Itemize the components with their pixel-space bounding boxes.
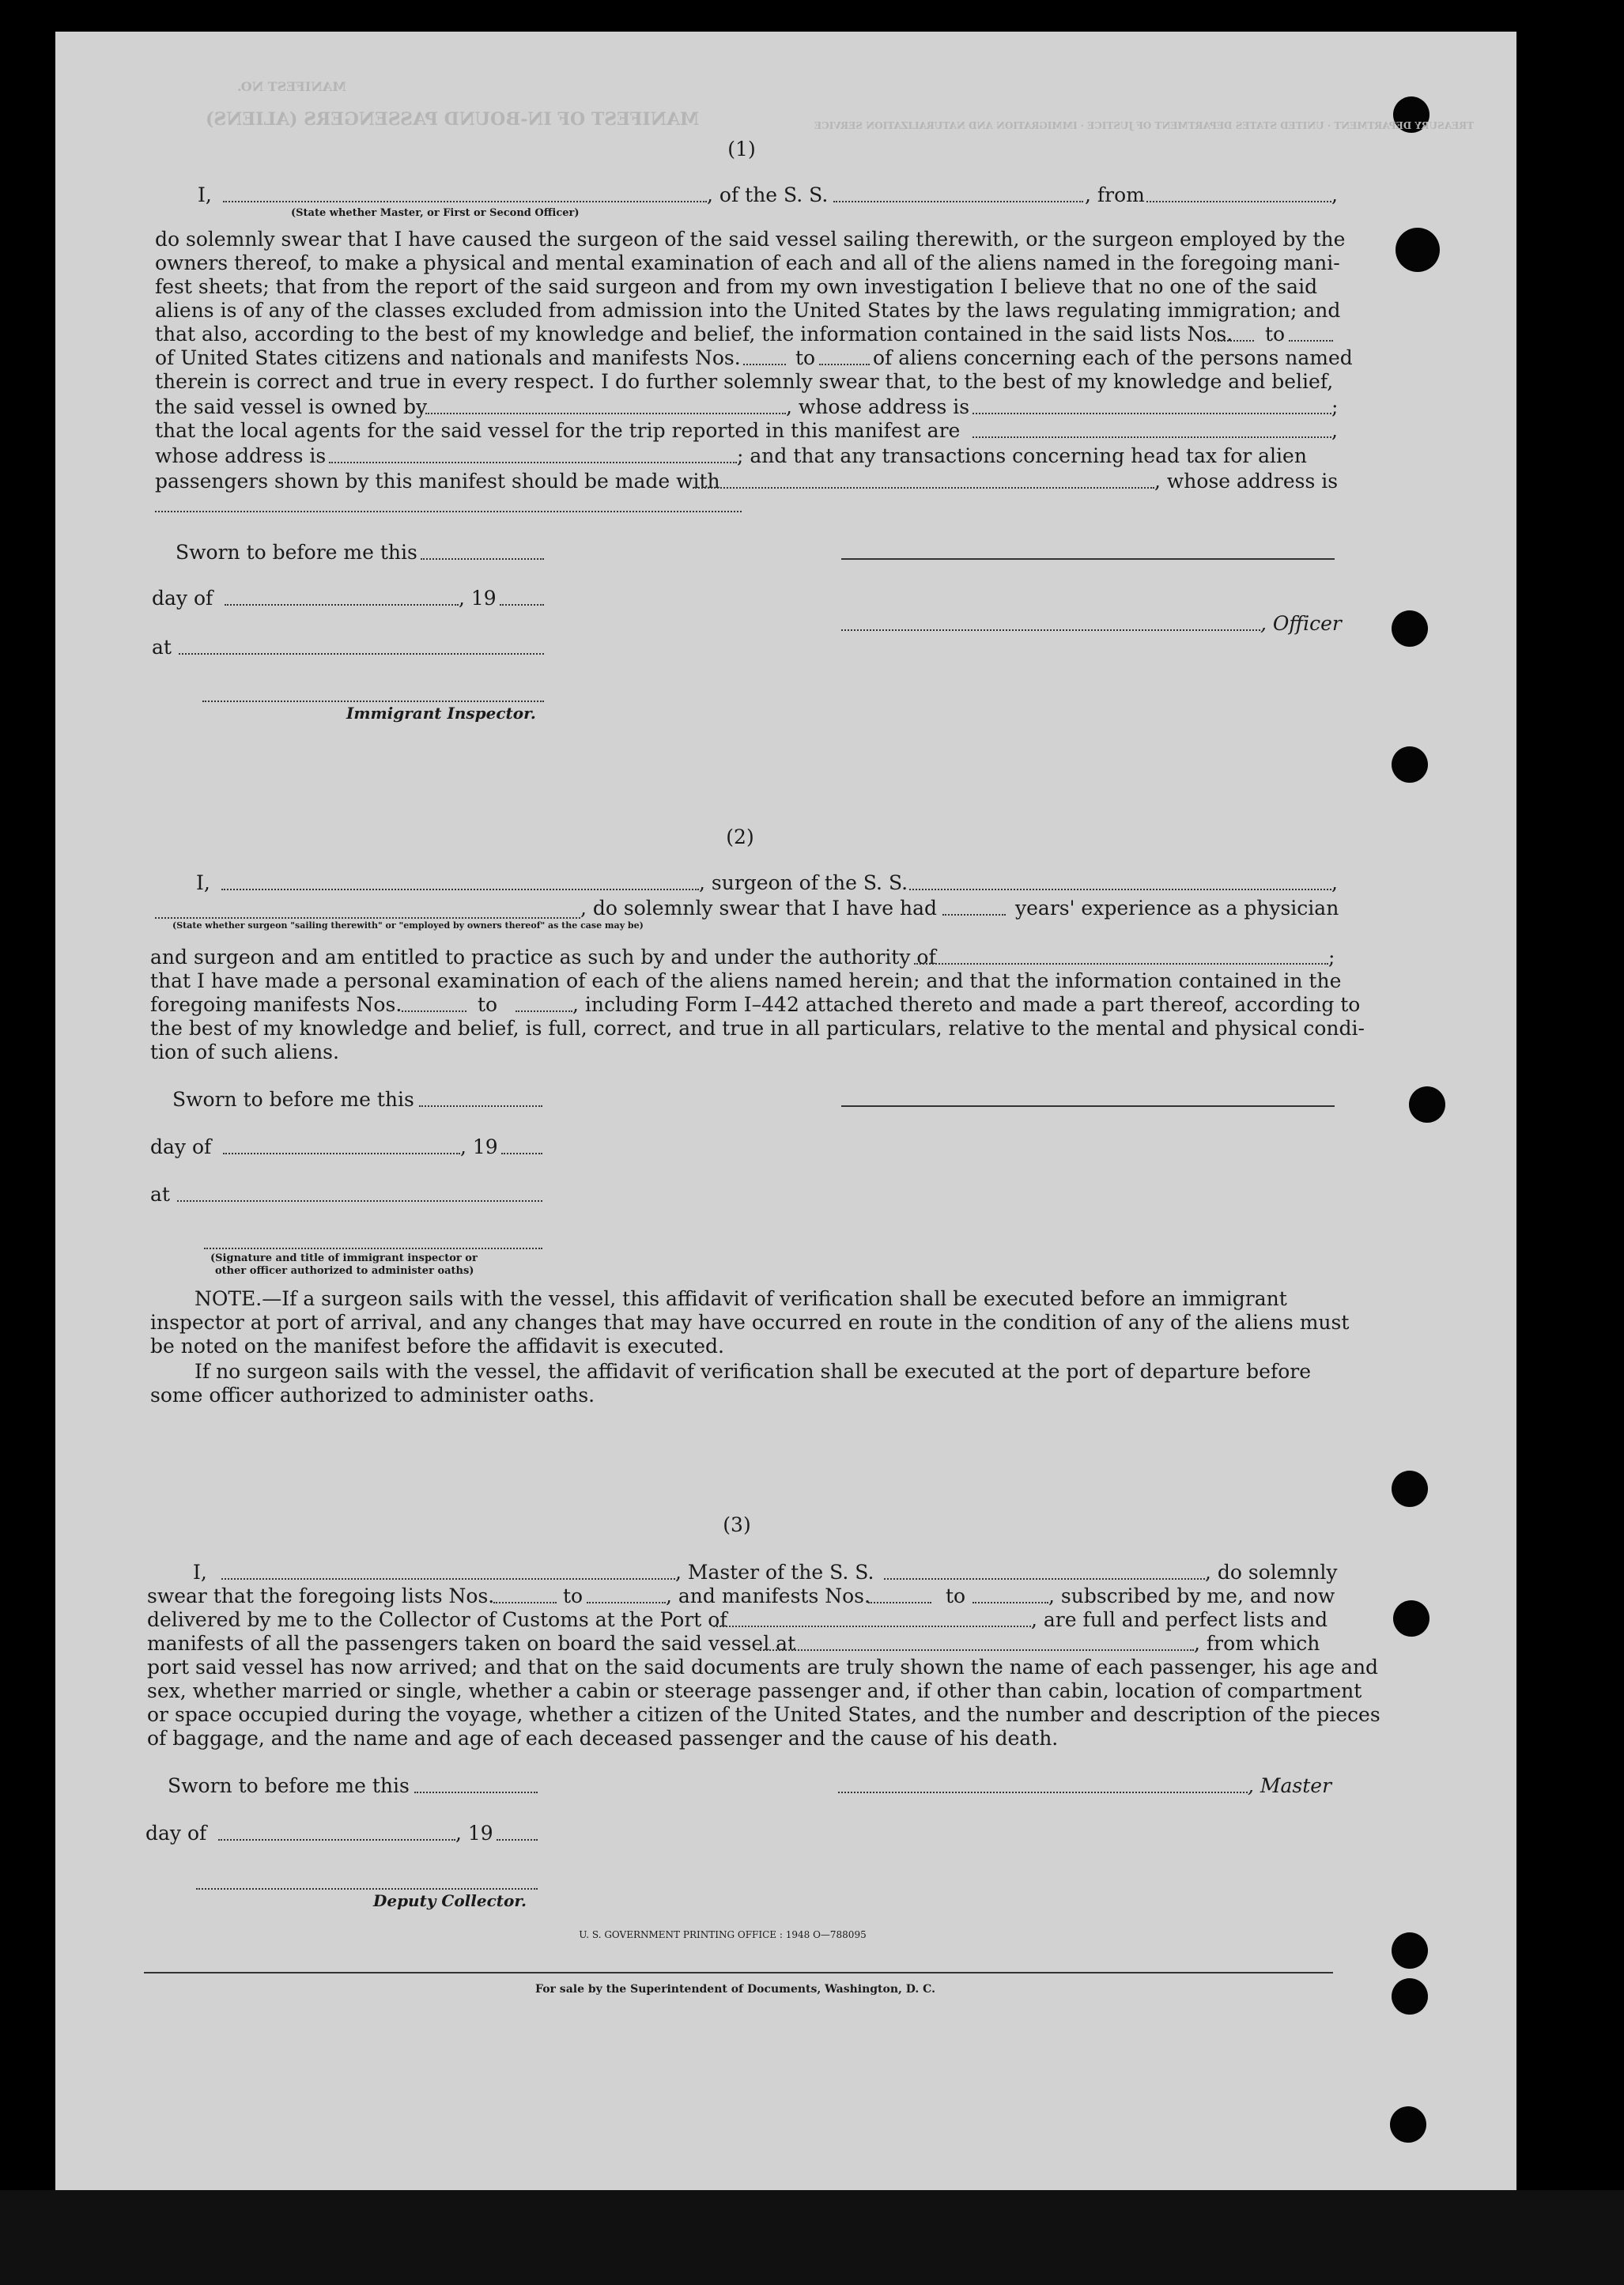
s2-to: to bbox=[478, 993, 498, 1016]
scan-border bbox=[0, 2190, 1624, 2285]
s2-comma: , bbox=[1331, 871, 1338, 894]
punch-hole bbox=[1393, 1600, 1429, 1637]
s2-signature-caption: (Signature and title of immigrant inspector or bbox=[210, 1252, 478, 1264]
s1-owned-by: the said vessel is owned by bbox=[155, 395, 428, 418]
sale-notice: For sale by the Superintendent of Documents, Washington, D. C. bbox=[535, 1983, 935, 1996]
gpo-imprint: U. S. GOVERNMENT PRINTING OFFICE : 1948 O—788095 bbox=[579, 1929, 867, 1940]
s2-note-line: If no surgeon sails with the vessel, the affidavit of verification shall be executed at the port of departure before bbox=[195, 1360, 1311, 1383]
s1-owner-address-label: , whose address is bbox=[786, 395, 970, 418]
s3-vessel-at-label: manifests of all the passengers taken on board the said vessel at bbox=[147, 1632, 796, 1655]
punch-hole bbox=[1396, 228, 1440, 272]
s1-sworn-date-field[interactable] bbox=[421, 558, 544, 560]
s1-head-tax-label: passengers shown by this manifest should be made with bbox=[155, 470, 720, 493]
s3-para-line: of baggage, and the name and age of each deceased passenger and the cause of his death. bbox=[147, 1727, 1059, 1750]
s2-surgeon-signature-line[interactable] bbox=[841, 1105, 1335, 1107]
s1-year-field[interactable] bbox=[500, 604, 544, 606]
s3-lists-to-field[interactable] bbox=[587, 1602, 666, 1603]
s2-manifests-label: foregoing manifests Nos. bbox=[150, 993, 402, 1016]
s2-swear-line: , do solemnly swear that I have had bbox=[580, 897, 938, 920]
s1-comma: , bbox=[1331, 419, 1338, 442]
s3-sworn: Sworn to before me this bbox=[168, 1774, 410, 1797]
s3-port-field[interactable] bbox=[713, 1626, 1031, 1627]
s3-to: to bbox=[946, 1584, 966, 1607]
s1-para-line: owners thereof, to make a physical and mental examination of each and all of the aliens named in the foregoing mani- bbox=[155, 251, 1340, 274]
s1-officer-name-field[interactable] bbox=[223, 201, 707, 202]
s3-do-solemnly: , do solemnly bbox=[1205, 1561, 1338, 1584]
s3-lists-label: swear that the foregoing lists Nos. bbox=[147, 1584, 495, 1607]
s2-note-line: inspector at port of arrival, and any changes that may have occurred en route in the condition of any of the aliens must bbox=[150, 1311, 1350, 1334]
s2-authority-label: and surgeon and am entitled to practice as such by and under the authority of bbox=[150, 946, 936, 969]
s2-manifests-from-field[interactable] bbox=[402, 1010, 466, 1012]
s1-agents-field[interactable] bbox=[973, 436, 1331, 438]
s3-port-label: delivered by me to the Collector of Customs at the Port of bbox=[147, 1608, 727, 1631]
s1-manifests-from-field[interactable] bbox=[743, 364, 786, 365]
s1-head-tax-address-field[interactable] bbox=[155, 511, 742, 512]
s2-i: I, bbox=[196, 871, 210, 894]
s1-vessel-name-field[interactable] bbox=[833, 201, 1083, 202]
s3-to: to bbox=[563, 1584, 584, 1607]
s2-sworn-date-field[interactable] bbox=[419, 1105, 542, 1107]
s3-sworn-date-field[interactable] bbox=[414, 1792, 538, 1793]
punch-hole bbox=[1392, 1471, 1428, 1507]
s2-signature-caption: other officer authorized to administer oaths) bbox=[215, 1265, 474, 1277]
s1-i: I, bbox=[198, 183, 212, 206]
s2-vessel-name-field[interactable] bbox=[909, 889, 1331, 890]
s1-para-line: of United States citizens and nationals and manifests Nos. bbox=[155, 346, 741, 369]
s3-para-line: port said vessel has now arrived; and that on the said documents are truly shown the name of each passenger, his age and bbox=[147, 1656, 1379, 1679]
s1-officer-signature-line[interactable] bbox=[841, 558, 1335, 560]
punch-hole bbox=[1392, 746, 1428, 783]
s2-semicolon: ; bbox=[1328, 946, 1335, 969]
s2-sworn: Sworn to before me this bbox=[172, 1088, 414, 1111]
s3-day-field[interactable] bbox=[218, 1839, 455, 1841]
punch-hole bbox=[1392, 610, 1428, 647]
s1-officer-title-field[interactable] bbox=[841, 629, 1260, 631]
s3-master-of-ss: , Master of the S. S. bbox=[675, 1561, 874, 1584]
s1-inspector-signature-line[interactable] bbox=[202, 701, 544, 702]
s1-to: to bbox=[795, 346, 816, 369]
punch-hole bbox=[1409, 1086, 1445, 1123]
s2-at-place-field[interactable] bbox=[177, 1200, 542, 1202]
s1-officer-label: , Officer bbox=[1260, 612, 1342, 635]
s2-para-line: that I have made a personal examination of each of the aliens named herein; and that the information contained in the bbox=[150, 969, 1342, 992]
s1-head-tax-address-label: , whose address is bbox=[1154, 470, 1339, 493]
s3-year-field[interactable] bbox=[497, 1839, 538, 1841]
s2-surgeon-of-ss: , surgeon of the S. S. bbox=[699, 871, 908, 894]
s3-day-of: day of bbox=[145, 1822, 207, 1845]
s3-deputy-signature-line[interactable] bbox=[196, 1888, 538, 1890]
s1-para-line: of aliens concerning each of the persons named bbox=[873, 346, 1353, 369]
s1-semicolon: ; bbox=[1331, 395, 1339, 418]
bleed-through-form-block: TREASURY DEPARTMENT · UNITED STATES DEPARTMENT OF JUSTICE · IMMIGRATION AND NATURALIZATION SERVICE bbox=[814, 120, 1475, 131]
s1-owner-address-field[interactable] bbox=[973, 413, 1331, 414]
s3-lists-from-field[interactable] bbox=[493, 1602, 557, 1603]
punch-hole bbox=[1392, 1978, 1428, 2015]
s2-surgeon-type-caption: (State whether surgeon "sailing therewith" or "employed by owners thereof" as the case may be) bbox=[172, 920, 644, 931]
s3-para-line: or space occupied during the voyage, whether a citizen of the United States, and the number and description of the pieces bbox=[147, 1703, 1380, 1726]
s1-para-line: ; and that any transactions concerning head tax for alien bbox=[737, 444, 1307, 467]
s2-day-of: day of bbox=[150, 1135, 212, 1158]
s2-manifests-to-field[interactable] bbox=[516, 1010, 572, 1012]
s2-surgeon-name-field[interactable] bbox=[221, 889, 699, 890]
bleed-through-title: MANIFEST OF IN-BOUND PASSENGERS (ALIENS) bbox=[206, 109, 700, 130]
s1-of-ss: , of the S. S. bbox=[707, 183, 829, 206]
s2-day-field[interactable] bbox=[223, 1153, 460, 1154]
s2-note-line: some officer authorized to administer oaths. bbox=[150, 1384, 595, 1407]
s1-para-line: that also, according to the best of my knowledge and belief, the information contained in the said lists Nos. bbox=[155, 323, 1233, 346]
s3-subscribed: , subscribed by me, and now bbox=[1048, 1584, 1335, 1607]
s2-inspector-signature-line[interactable] bbox=[204, 1248, 542, 1249]
section-2-number: (2) bbox=[726, 825, 754, 848]
s3-master-signature-line[interactable] bbox=[838, 1792, 1248, 1793]
s3-manifests-to-field[interactable] bbox=[973, 1602, 1048, 1603]
s2-surgeon-type-field[interactable] bbox=[155, 917, 580, 919]
s2-authority-field[interactable] bbox=[914, 963, 1328, 965]
s1-sworn: Sworn to before me this bbox=[176, 541, 417, 564]
s3-vessel-name-field[interactable] bbox=[884, 1578, 1205, 1580]
bleed-through-manifest-no: MANIFEST NO. bbox=[237, 79, 347, 94]
s1-day-field[interactable] bbox=[225, 604, 459, 606]
s1-at: at bbox=[152, 636, 172, 659]
s1-lists-from-field[interactable] bbox=[1214, 340, 1254, 342]
footer-rule bbox=[144, 1972, 1333, 1973]
s1-agents-address-label: whose address is bbox=[155, 444, 327, 467]
s1-to: to bbox=[1265, 323, 1286, 346]
s1-agents-address-field[interactable] bbox=[329, 462, 737, 463]
s1-agents-label: that the local agents for the said vessel for the trip reported in this manifest are bbox=[155, 419, 961, 442]
s3-boarding-port-field[interactable] bbox=[757, 1649, 1194, 1651]
s1-year: , 19 bbox=[459, 587, 497, 610]
punch-hole bbox=[1392, 1932, 1428, 1969]
s1-comma: , bbox=[1331, 183, 1338, 206]
section-3-number: (3) bbox=[723, 1513, 751, 1536]
s2-para-line: the best of my knowledge and belief, is full, correct, and true in all particulars, relative to the mental and physical condi- bbox=[150, 1017, 1365, 1040]
s3-full-perfect: , are full and perfect lists and bbox=[1031, 1608, 1328, 1631]
s2-years-label: years' experience as a physician bbox=[1015, 897, 1339, 920]
s2-para-line: , including Form I–442 attached thereto and made a part thereof, according to bbox=[572, 993, 1361, 1016]
s1-rank-caption: (State whether Master, or First or Second Officer) bbox=[291, 207, 580, 219]
s1-from: , from bbox=[1085, 183, 1145, 206]
s1-inspector-label: Immigrant Inspector. bbox=[346, 704, 536, 723]
s3-manifests-label: , and manifests Nos. bbox=[666, 1584, 871, 1607]
s1-lists-to-field[interactable] bbox=[1289, 340, 1333, 342]
s3-master-label: , Master bbox=[1248, 1774, 1332, 1797]
s1-para-line: fest sheets; that from the report of the said surgeon and from my own investigation I believe that no one of the said bbox=[155, 275, 1318, 298]
s2-note-line: be noted on the manifest before the affidavit is executed. bbox=[150, 1335, 724, 1358]
punch-hole bbox=[1390, 2106, 1426, 2143]
s1-from-port-field[interactable] bbox=[1146, 201, 1331, 202]
s1-manifests-to-field[interactable] bbox=[819, 364, 870, 365]
s3-manifests-from-field[interactable] bbox=[868, 1602, 931, 1603]
s3-from-which: , from which bbox=[1194, 1632, 1320, 1655]
s2-year: , 19 bbox=[460, 1135, 498, 1158]
s1-at-place-field[interactable] bbox=[179, 653, 544, 655]
s3-master-name-field[interactable] bbox=[221, 1578, 675, 1580]
s2-note-line: NOTE.—If a surgeon sails with the vessel, this affidavit of verification shall be executed before an immigrant bbox=[195, 1287, 1287, 1310]
s2-years-field[interactable] bbox=[942, 914, 1006, 916]
s2-at: at bbox=[150, 1183, 170, 1206]
s1-day-of: day of bbox=[152, 587, 213, 610]
s3-year: , 19 bbox=[455, 1822, 493, 1845]
section-1-number: (1) bbox=[727, 138, 756, 161]
s1-head-tax-field[interactable] bbox=[693, 487, 1154, 489]
s2-para-line: tion of such aliens. bbox=[150, 1041, 339, 1063]
s3-para-line: sex, whether married or single, whether a cabin or steerage passenger and, if other than cabin, location of compartment bbox=[147, 1679, 1362, 1702]
s1-para-line: do solemnly swear that I have caused the surgeon of the said vessel sailing therewith, or the surgeon employed by the bbox=[155, 228, 1346, 251]
s2-year-field[interactable] bbox=[501, 1153, 542, 1154]
s3-i: I, bbox=[193, 1561, 207, 1584]
s1-para-line: aliens is of any of the classes excluded from admission into the United States by the laws regulating immigration; and bbox=[155, 299, 1341, 322]
s1-para-line: therein is correct and true in every respect. I do further solemnly swear that, to the best of my knowledge and belief, bbox=[155, 370, 1334, 393]
s3-deputy-label: Deputy Collector. bbox=[373, 1891, 527, 1910]
s1-owner-field[interactable] bbox=[425, 413, 786, 414]
